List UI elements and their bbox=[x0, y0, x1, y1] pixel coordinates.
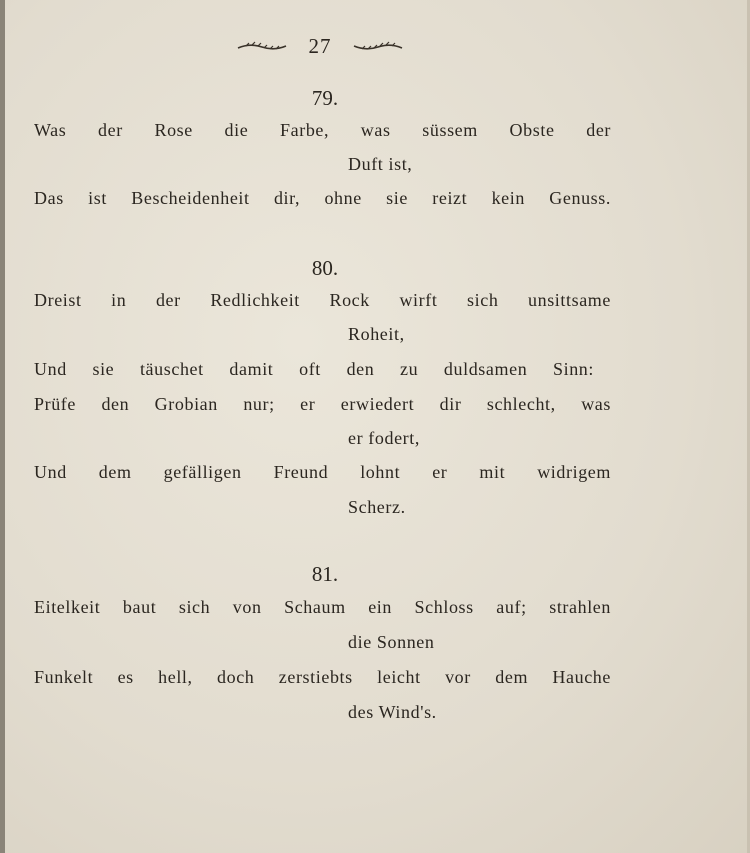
page-left-edge bbox=[0, 0, 5, 853]
poem-line-continuation: Roheit, bbox=[348, 324, 405, 344]
left-ornament-icon bbox=[236, 41, 288, 55]
poem-line: Dreist in der Redlichkeit Rock wirft sich unsittsame bbox=[34, 290, 611, 310]
poem-line-continuation: Scherz. bbox=[348, 497, 406, 517]
poem-line-continuation: des Wind's. bbox=[348, 702, 437, 722]
page-header bbox=[0, 34, 640, 59]
poem-line: Und dem gefälligen Freund lohnt er mit widrigem bbox=[34, 462, 611, 482]
poem-line: Und sie täuschet damit oft den zu duldsamen Sinn: bbox=[34, 359, 594, 379]
page-number: 27 bbox=[308, 34, 332, 58]
poem-line: Prüfe den Grobian nur; er erwiedert dir schlecht, was bbox=[34, 394, 611, 414]
poem-line-continuation: die Sonnen bbox=[348, 632, 435, 652]
poem-number: 79. bbox=[311, 86, 339, 110]
poem-line: Funkelt es hell, doch zerstiebts leicht vor dem Hauche bbox=[34, 667, 611, 687]
poem-number: 81. bbox=[311, 562, 339, 586]
poem-line: Das ist Bescheidenheit dir, ohne sie reizt kein Genuss. bbox=[34, 188, 611, 208]
poem-line: Was der Rose die Farbe, was süssem Obste der bbox=[34, 120, 611, 140]
poem-line-continuation: er fodert, bbox=[348, 428, 420, 448]
poem-line-continuation: Duft ist, bbox=[348, 154, 413, 174]
poem-line: Eitelkeit baut sich von Schaum ein Schloss auf; strahlen bbox=[34, 597, 611, 617]
right-ornament-icon bbox=[352, 41, 404, 55]
poem-number: 80. bbox=[311, 256, 339, 280]
